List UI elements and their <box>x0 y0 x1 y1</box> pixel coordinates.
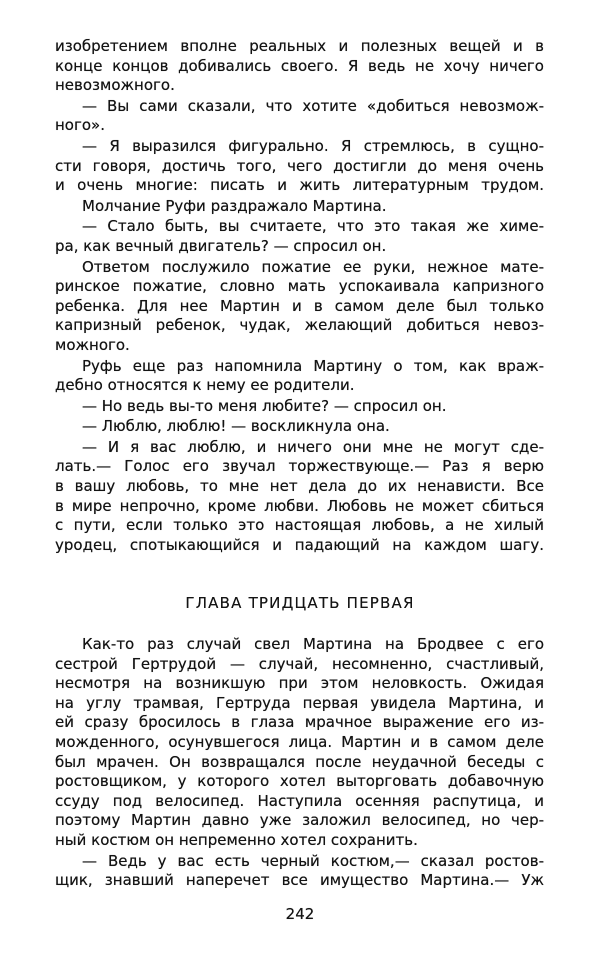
text-line: с пути, если только это настоящая любовь, а не хилый <box>55 516 544 535</box>
paragraph <box>55 97 544 136</box>
text-line: сти говоря, достичь того, чего достигли до меня очень <box>55 156 544 175</box>
text-line: — Вы сами сказали, что хотите «добиться невозмож- <box>82 96 544 115</box>
text-line: ринское пожатие, словно мать успокаивала капризного <box>55 277 544 296</box>
text-line: Руфь еще раз напомнила Мартину о том, как враж- <box>82 356 544 375</box>
text-line: — Но ведь вы-то меня любите? — спросил он. <box>82 396 447 415</box>
text-line: Молчание Руфи раздражало Мартина. <box>82 196 387 215</box>
text-line: и очень многие: писать и жить литературным трудом. <box>55 176 544 195</box>
text-line: изобретением вполне реальных и полезных вещей и в <box>55 37 544 55</box>
text-line: Ответом послужило пожатие ее руки, нежное мате- <box>82 257 544 276</box>
text-line: ссуду под велосипед. Наступила осенняя распутица, и <box>55 791 544 810</box>
text-line: Как-то раз случай свел Мартина на Бродвее с его <box>82 635 544 653</box>
text-line: — И я вас люблю, и ничего они мне не могут сде- <box>82 437 544 456</box>
chapter-heading: ГЛАВА ТРИДЦАТЬ ПЕРВАЯ <box>185 594 415 612</box>
text-line: ра, как вечный двигатель? — спросил он. <box>55 236 387 255</box>
paragraph <box>55 397 544 417</box>
text-section-chapter-31 <box>55 635 544 892</box>
paragraph <box>55 357 544 396</box>
paragraph <box>55 217 544 256</box>
text-line: капризный ребенок, чудак, желающий добиться невоз- <box>55 316 544 335</box>
paragraph <box>55 417 544 437</box>
text-line: дебно относятся к нему ее родители. <box>55 376 355 395</box>
text-line: ребенка. Для нее Мартин и в самом деле был только <box>55 296 544 315</box>
paragraph <box>55 37 544 96</box>
text-line: ный костюм он непременно хотел сохранить. <box>55 830 418 849</box>
text-line: лать.— Голос его звучал торжествующе.— Раз я верю <box>55 457 544 476</box>
text-line: ростовщиком, у которого хотел выторговать добавочную <box>55 772 544 791</box>
text-line: на углу трамвая, Гертруда первая увидела Мартина, и <box>55 693 544 712</box>
text-line: поэтому Мартин давно уже заложил велосипед, но чер- <box>55 811 544 830</box>
text-line: невозможного. <box>55 76 175 95</box>
text-line: уродец, спотыкающийся и падающий на каждом шагу. <box>55 535 544 554</box>
text-line: можденного, осунувшегося лица. Мартин и в самом деле <box>55 732 544 751</box>
paragraph <box>55 852 544 891</box>
text-line: в вашу любовь, то мне нет дела до их ненависти. Все <box>55 477 544 496</box>
text-line: несмотря на возникшую при этом неловкость. Ожидая <box>55 674 544 693</box>
text-line: щик, знавший наперечет все имущество Мартина.— Уж <box>55 871 544 890</box>
text-line: ей сразу бросилось в глаза мрачное выражение его из- <box>55 713 544 732</box>
text-line: был мрачен. Он возвращался после неудачной беседы с <box>55 752 544 771</box>
page-number: 242 <box>285 905 315 923</box>
text-section-before-chapter <box>55 37 544 556</box>
text-line: — Стало быть, вы считаете, что это такая же химе- <box>82 217 544 236</box>
paragraph <box>55 258 544 356</box>
paragraph <box>55 635 544 851</box>
text-line: можного. <box>55 335 130 354</box>
text-line: — Ведь у вас есть черный костюм,— сказал ростов- <box>82 851 544 870</box>
paragraph <box>55 438 544 556</box>
text-line: — Я выразился фигурально. Я стремлюсь, в сущно- <box>82 136 544 155</box>
text-line: сестрой Гертрудой — случай, несомненно, счастливый, <box>55 654 544 673</box>
text-line: — Люблю, люблю! — воскликнула она. <box>82 417 390 436</box>
text-line: в мире непрочно, кроме любви. Любовь не может сбиться <box>55 496 544 515</box>
text-line: конце концов добивались своего. Я ведь не хочу ничего <box>55 56 544 75</box>
paragraph <box>55 137 544 196</box>
paragraph <box>55 197 544 217</box>
text-line: ного». <box>55 116 105 135</box>
